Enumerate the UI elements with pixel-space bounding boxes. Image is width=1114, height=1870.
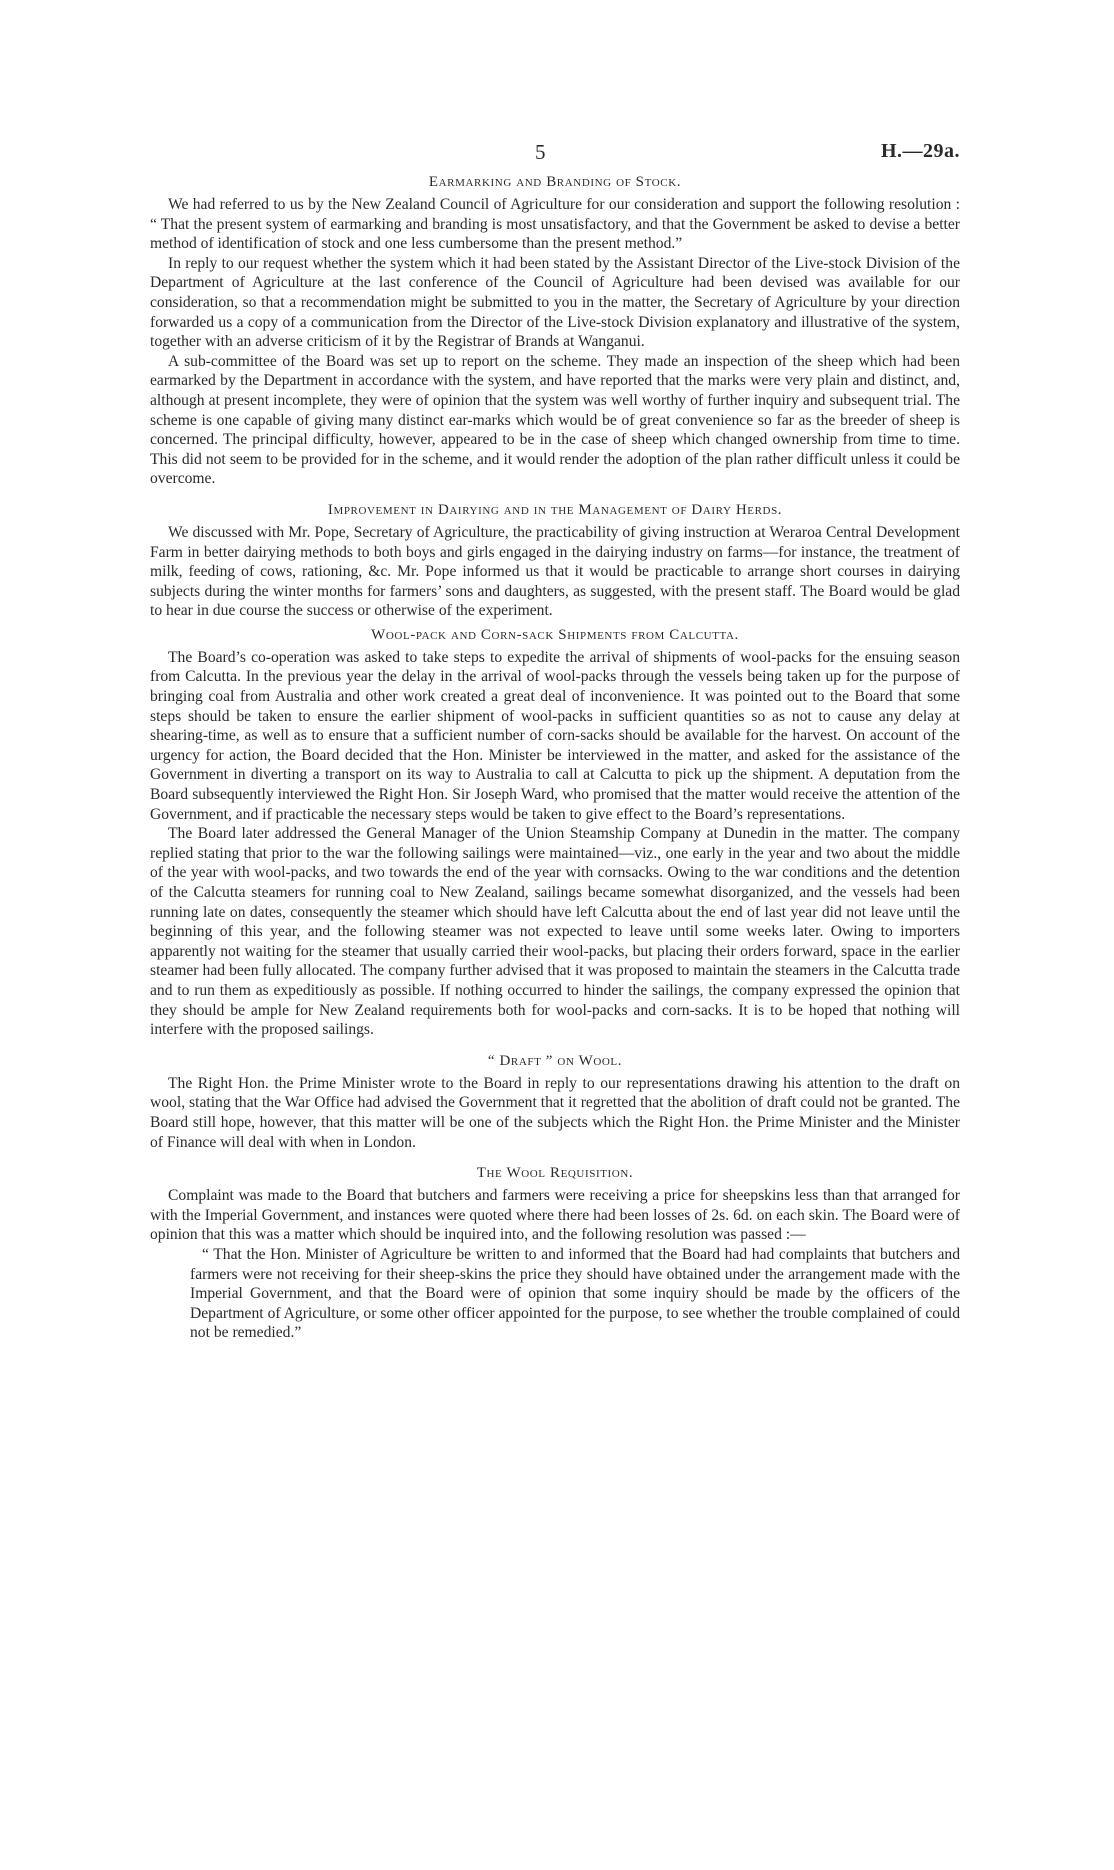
paragraph: The Right Hon. the Prime Minister wrote to the Board in reply to our representations drawing his attention to the draft on wool, stating that the War Office had advised the Government that it regretted that the abolition of draft could not be granted. The Board still hope, however, that this matter will be one of the subjects which the Right Hon. the Prime Minister and the Minister of Finance will deal with when in London. bbox=[150, 1074, 960, 1151]
page-number: 5 bbox=[535, 140, 546, 164]
paragraph: We discussed with Mr. Pope, Secretary of Agriculture, the practicability of giving instruction at Weraroa Central Development Farm in better dairying methods to both boys and girls engaged in the dairying industry on farms—for instance, the treatment of milk, feeding of cows, rationing, &c. Mr. Pope informed us that it would be practicable to arrange short courses in dairying subjects during the winter months for farmers’ sons and daughters, as suggested, with the present staff. The Board would be glad to hear in due course the success or otherwise of the experiment. bbox=[150, 523, 960, 620]
section-calcutta-shipments bbox=[150, 627, 960, 1040]
paragraph: In reply to our request whether the system which it had been stated by the Assistant Director of the Live-stock Division of the Department of Agriculture at the last conference of the Council of Agriculture had been devised was available for our consideration, so that a recommendation might be submitted to you in the matter, the Secretary of Agriculture by your direction forwarded us a copy of a communication from the Director of the Live-stock Division explanatory and illustrative of the system, together with an adverse criticism of it by the Registrar of Brands at Wanganui. bbox=[150, 254, 960, 351]
section-heading: Earmarking and Branding of Stock. bbox=[428, 174, 682, 190]
quoted-resolution: “ That the Hon. Minister of Agriculture be written to and informed that the Board had had complaints that butchers and farmers were not receiving for their sheep-skins the price they should have obtained under the arrangement made with the Imperial Government, and that the Board were of opinion that some inquiry should be made by the officers of the Department of Agriculture, or some other officer appointed for the purpose, to see whether the trouble complained of could not be remedied.” bbox=[190, 1245, 960, 1342]
paragraph: Complaint was made to the Board that butchers and farmers were receiving a price for sheepskins less than that arranged for with the Imperial Government, and instances were quoted where there had been losses of 2s. 6d. on each skin. The Board were of opinion that this was a matter which should be inquired into, and the following resolution was passed :— bbox=[150, 1187, 960, 1244]
paragraph: We had referred to us by the New Zealand Council of Agriculture for our consideration and support the following resolution : “ That the present system of earmarking and branding is most unsatisfactory, and that the Government be asked to devise a better method of identification of stock and one less cumbersome than the present method.” bbox=[150, 196, 960, 253]
paragraph: A sub-committee of the Board was set up to report on the scheme. They made an inspection of the sheep which had been earmarked by the Department in accordance with the system, and have reported that the marks were very plain and distinct, and, although at present incomplete, they were of opinion that the system was well worthy of further inquiry and subsequent trial. The scheme is one capable of giving many distinct ear-marks which would be of great convenience so far as the breeder of sheep is concerned. The principal difficulty, however, appeared to be in the case of sheep which changed ownership from time to time. This did not seem to be provided for in the scheme, and it would render the adoption of the plan rather difficult unless it could be overcome. bbox=[150, 352, 960, 488]
section-draft-on-wool bbox=[150, 1053, 960, 1152]
section-heading: Wool-pack and Corn-sack Shipments from Calcutta. bbox=[371, 626, 739, 643]
section-wool-requisition bbox=[150, 1165, 960, 1343]
document-reference: H.—29a. bbox=[880, 140, 960, 162]
document-page bbox=[150, 132, 960, 1343]
section-earmarking bbox=[150, 174, 960, 489]
paragraph: The Board later addressed the General Manager of the Union Steamship Company at Dunedin in the matter. The company replied stating that prior to the war the following sailings were maintained—viz., one early in the year and two about the middle of the year with wool-packs, and two towards the end of the year with cornsacks. Owing to the war conditions and the detention of the Calcutta steamers for running coal to New Zealand, sailings became somewhat disorganized, and the vessels had been running late on dates, consequently the steamer which should have left Calcutta about the end of last year did not leave until the beginning of this year, and the following steamer was not expected to leave until some weeks later. Owing to importers apparently not waiting for the steamer that usually carried their wool-packs, but placing their orders forward, space in the earlier steamer had been fully allocated. The company further advised that it was proposed to maintain the steamers in the Calcutta trade and to run them as expeditiously as possible. If nothing occurred to hinder the sailings, the company expressed the opinion that they should be ample for New Zealand requirements both for wool-packs and corn-sacks. It is to be hoped that nothing will interfere with the proposed sailings. bbox=[150, 825, 960, 1039]
paragraph: The Board’s co-operation was asked to take steps to expedite the arrival of shipments of wool-packs for the ensuing season from Calcutta. In the previous year the delay in the arrival of wool-packs through the vessels being taken up for the purpose of bringing coal from Australia and other work created a great deal of inconvenience. It was pointed out to the Board that some steps should be taken to ensure the earlier shipment of wool-packs in sufficient quantities so as not to cause any delay at shearing-time, as well as to ensure that a sufficient number of corn-sacks should be available for the harvest. On account of the urgency for action, the Board decided that the Hon. Minister be interviewed in the matter, and asked for the assistance of the Government in diverting a transport on its way to Australia to call at Calcutta to pick up the shipment. A deputation from the Board subsequently interviewed the Right Hon. Sir Joseph Ward, who promised that the matter would receive the attention of the Government, and if practicable the necessary steps would be taken to give effect to the Board’s representations. bbox=[150, 648, 960, 823]
section-heading: Improvement in Dairying and in the Management of Dairy Herds. bbox=[327, 501, 783, 518]
section-heading: The Wool Requisition. bbox=[476, 1165, 634, 1182]
section-heading: “ Draft ” on Wool. bbox=[487, 1052, 623, 1069]
section-dairying bbox=[150, 502, 960, 621]
page-header bbox=[150, 132, 960, 168]
